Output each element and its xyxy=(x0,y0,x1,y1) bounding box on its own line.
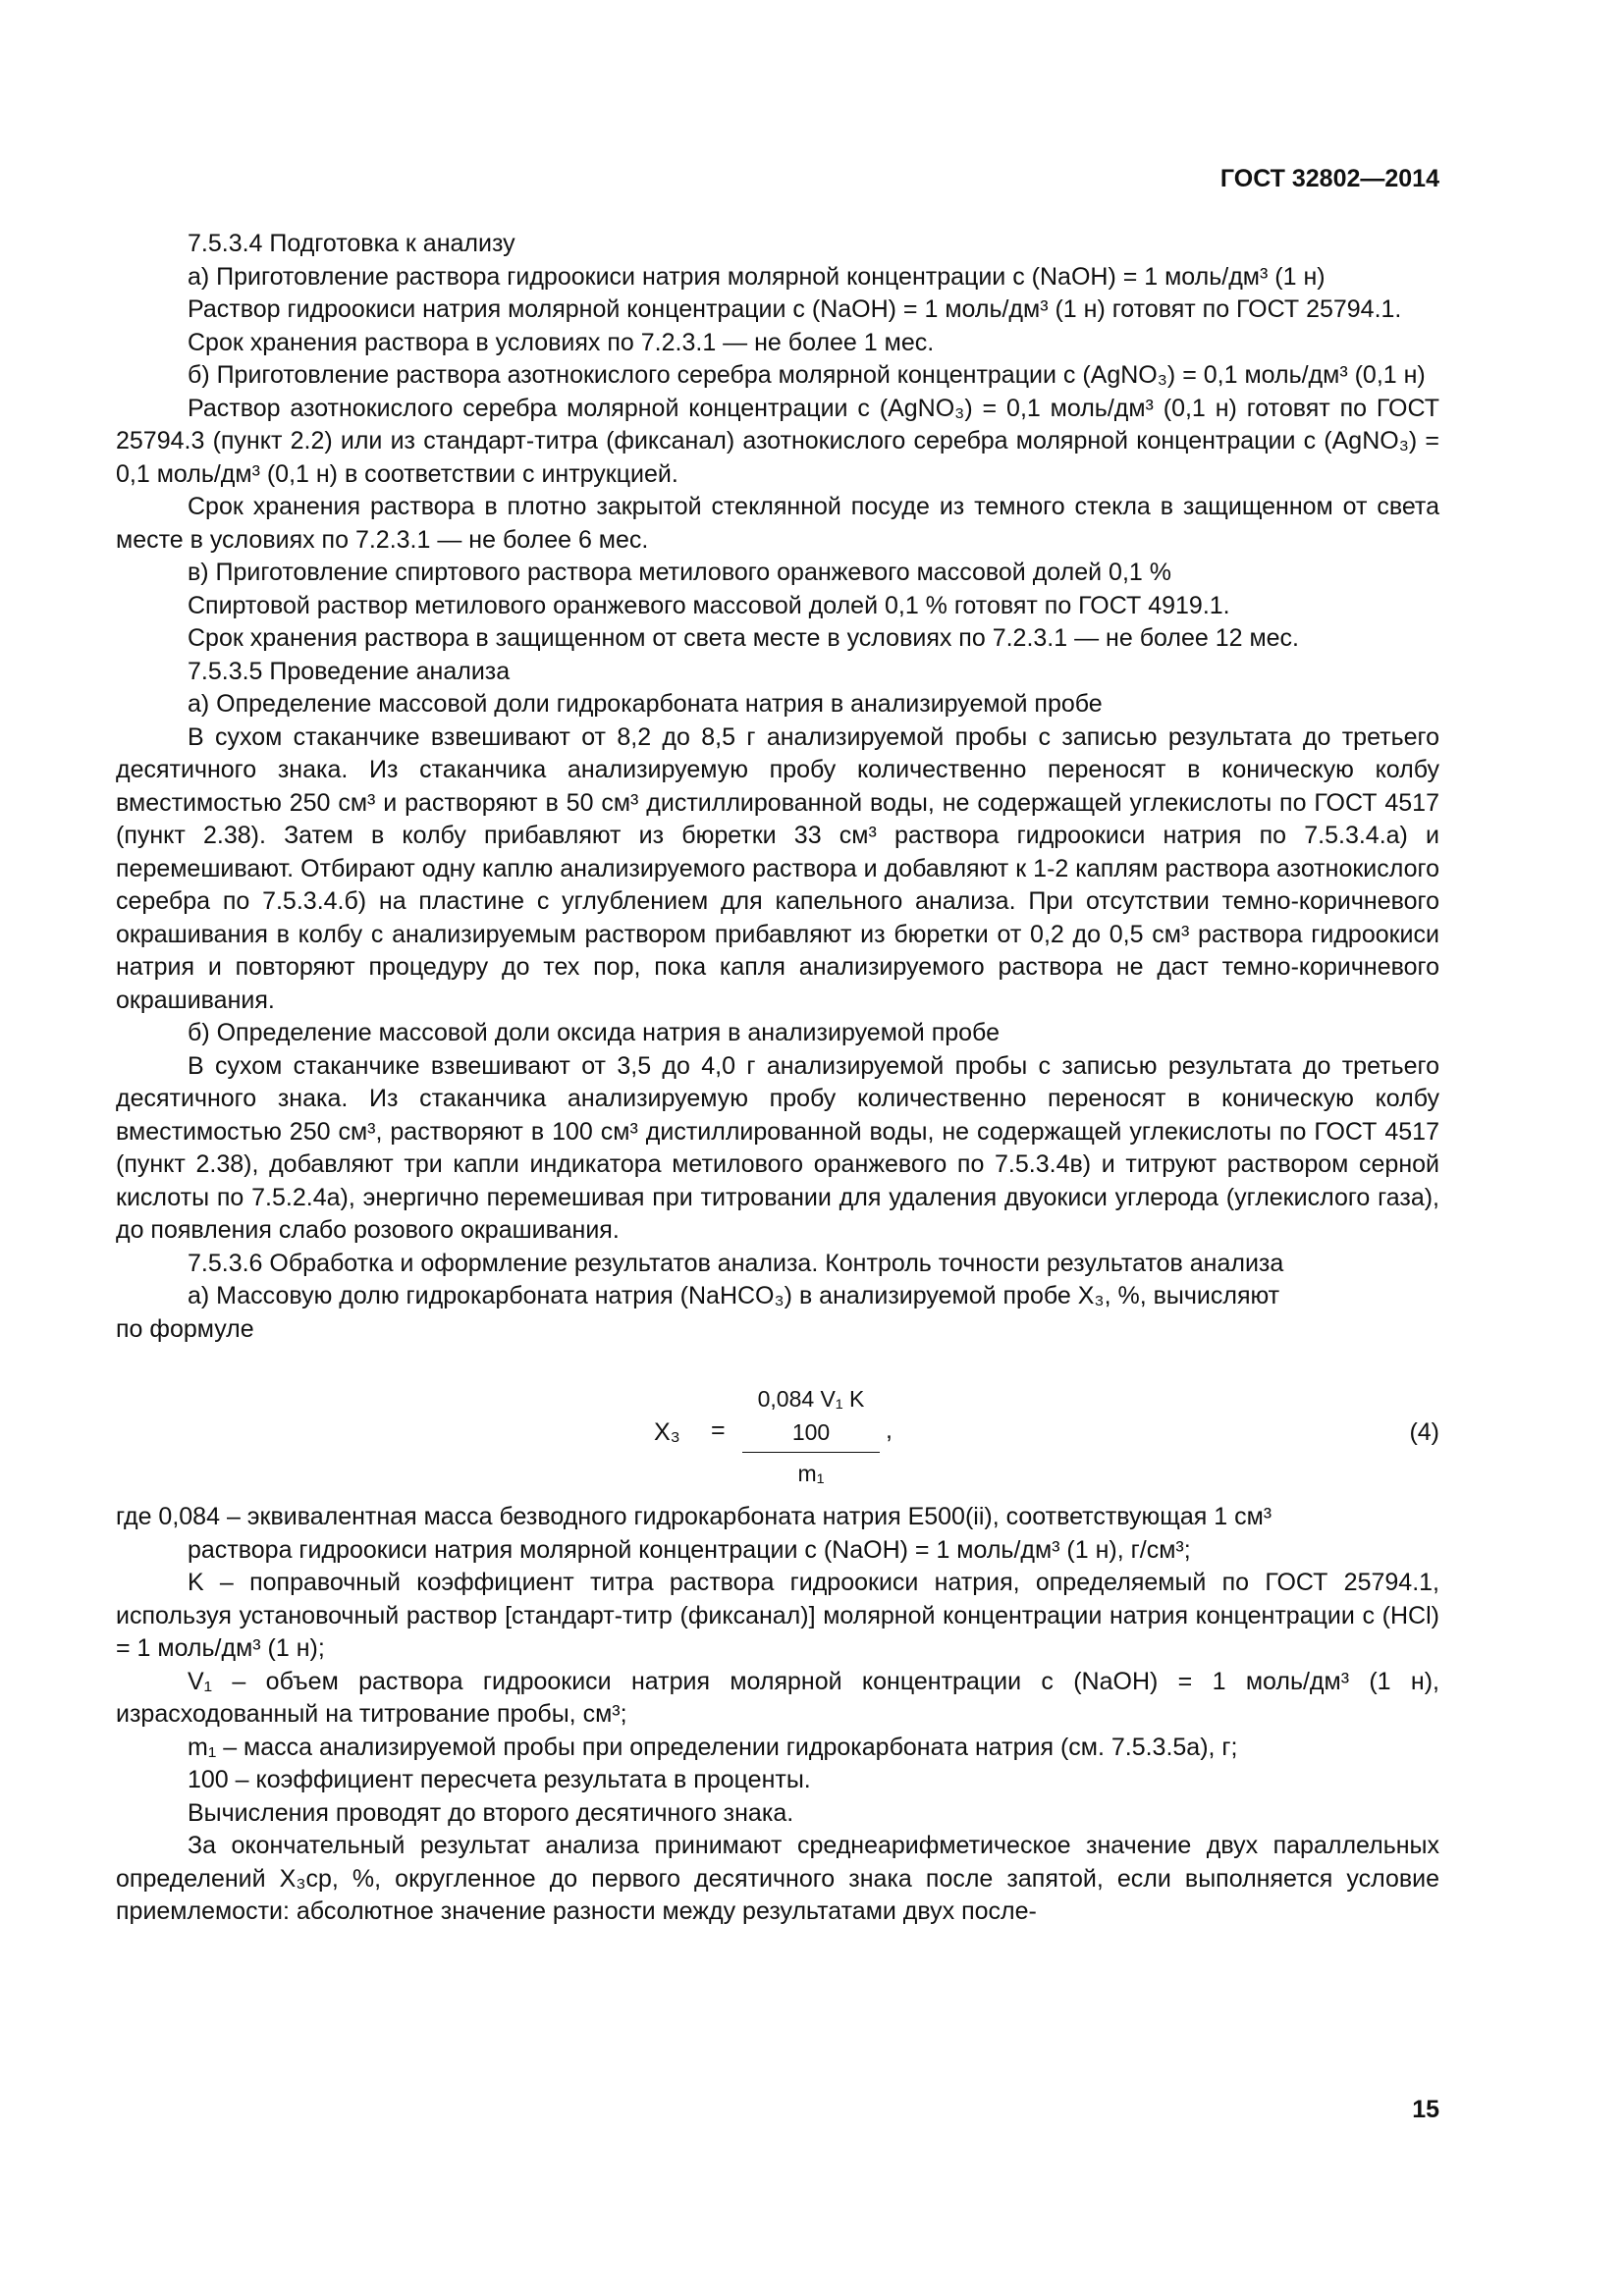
where-line: раствора гидроокиси натрия молярной концентрации с (NaOH) = 1 моль/дм³ (1 н), г/см³; xyxy=(188,1535,1191,1564)
definition: K – поправочный коэффициент титра раствора гидроокиси натрия, определяемый по ГОСТ 25794.1, используя установочный раствор [стандарт-титр (фиксанал)] молярной концентрации натрия концентрации с (HCl) = 1 моль/дм³ (1 н); xyxy=(116,1569,1439,1662)
paragraph: а) Определение массовой доли гидрокарбоната натрия в анализируемой пробе xyxy=(188,690,1103,718)
where-line: где 0,084 – эквивалентная масса безводного гидрокарбоната натрия Е500(ii), соответствующая 1 см³ xyxy=(116,1503,1272,1530)
formula-lhs: X₃ xyxy=(654,1418,680,1446)
paragraph: В сухом стаканчике взвешивают от 8,2 до 8,5 г анализируемой пробы с записью результата до третьего десятичного знака. Из стаканчика анализируемую пробу количественно переносят в коническую колбу вместимостью 250 см³ и растворяют в 50 см³ дистиллированной воды, не содержащей углекислоты по ГОСТ 4517 (пункт 2.38). Затем в колбу прибавляют из бюретки 33 см³ раствора гидроокиси натрия по 7.5.3.4.а) и перемешивают. Отбирают одну каплю анализируемого раствора и добавляют к 1-2 каплям раствора азотнокислого серебра по 7.5.3.4.б) на пластине с углублением для капельного анализа. При отсутствии темно-коричневого окрашивания в колбу с анализируемым раствором прибавляют из бюретки от 0,2 до 0,5 см³ раствора гидроокиси натрия и повторяют процедуру до тех пор, пока капля анализируемого раствора не даст темно-коричневого окрашивания. xyxy=(116,722,1439,1014)
paragraph: Срок хранения раствора в защищенном от света месте в условиях по 7.2.3.1 — не более 12 мес. xyxy=(188,624,1299,652)
paragraph: в) Приготовление спиртового раствора метилового оранжевого массовой долей 0,1 % xyxy=(188,559,1171,586)
document-header: ГОСТ 32802—2014 xyxy=(1219,165,1439,192)
formula-equals: = xyxy=(711,1416,726,1444)
paragraph: б) Определение массовой доли оксида натрия в анализируемой пробе xyxy=(188,1019,1000,1046)
formula-block xyxy=(116,1375,1439,1486)
definition: V₁ – объем раствора гидроокиси натрия молярной концентрации с (NaOH) = 1 моль/дм³ (1 н), израсходованный на титрование пробы, см³; xyxy=(116,1667,1439,1728)
section-heading: 7.5.3.6 Обработка и оформление результатов анализа. Контроль точности результатов анализа xyxy=(188,1249,1284,1277)
formula-numerator: 0,084 V₁ K 100 xyxy=(757,1386,865,1445)
paragraph: Раствор гидроокиси натрия молярной концентрации c (NaOH) = 1 моль/дм³ (1 н) готовят по ГОСТ 25794.1. xyxy=(188,295,1402,323)
paragraph: а) Массовую долю гидрокарбоната натрия (NaHCO₃) в анализируемой пробе X₃, %, вычисляют xyxy=(188,1282,1280,1309)
formula-comma: , xyxy=(886,1416,893,1444)
paragraph: В сухом стаканчике взвешивают от 3,5 до 4,0 г анализируемой пробы с записью результата до третьего десятичного знака. Из стаканчика анализируемую пробу количественно переносят в коническую колбу вместимостью 250 см³, растворяют в 100 см³ дистиллированной воды, не содержащей углекислоты по ГОСТ 4517 (пункт 2.38), добавляют три капли индикатора метилового оранжевого по 7.5.3.4в) и титруют раствором серной кислоты по 7.5.2.4а), энергично перемешивая при титровании для удаления двуокиси углерода (углекислого газа), до появления слабо розового окрашивания. xyxy=(116,1051,1439,1244)
paragraph: Срок хранения раствора в плотно закрытой стеклянной посуде из темного стекла в защищенном от света месте в условиях по 7.2.3.1 — не более 6 мес. xyxy=(116,493,1439,554)
paragraph: Раствор азотнокислого серебра молярной концентрации c (AgNO₃) = 0,1 моль/дм³ (0,1 н) готовят по ГОСТ 25794.3 (пункт 2.2) или из стандарт-титра (фиксанал) азотнокислого серебра молярной концентрации c (AgNO₃) = 0,1 моль/дм³ (0,1 н) в соответствии с интрукцией. xyxy=(116,394,1439,488)
paragraph: Спиртовой раствор метилового оранжевого массовой долей 0,1 % готовят по ГОСТ 4919.1. xyxy=(188,591,1230,619)
page-number: 15 xyxy=(1412,2096,1439,2123)
formula-fraction xyxy=(742,1383,880,1491)
paragraph: За окончательный результат анализа принимают среднеарифметическое значение двух параллельных определений X₃ср, %, округленное до первого десятичного знака после запятой, если выполняется условие приемлемости: абсолютное значение разности между результатами двух после- xyxy=(116,1832,1439,1925)
formula xyxy=(654,1375,1066,1486)
paragraph: Вычисления проводят до второго десятичного знака. xyxy=(188,1798,794,1827)
paragraph: б) Приготовление раствора азотнокислого серебра молярной концентрации c (AgNO₃) = 0,1 моль/дм³ (0,1 н) xyxy=(188,361,1426,389)
paragraph: а) Приготовление раствора гидроокиси натрия молярной концентрации c (NaOH) = 1 моль/дм³ (1 н) xyxy=(188,262,1326,291)
paragraph: Срок хранения раствора в условиях по 7.2.3.1 — не более 1 мес. xyxy=(188,328,935,356)
definition: 100 – коэффициент пересчета результата в проценты. xyxy=(188,1766,811,1793)
formula-number: (4) xyxy=(1409,1418,1439,1446)
section-heading: 7.5.3.4 Подготовка к анализу xyxy=(188,230,515,257)
section-heading: 7.5.3.5 Проведение анализа xyxy=(188,657,511,685)
definition: m₁ – масса анализируемой пробы при определении гидрокарбоната натрия (см. 7.5.3.5а), г; xyxy=(188,1733,1238,1761)
paragraph-tail: по формуле xyxy=(116,1314,254,1343)
document-body xyxy=(116,228,1439,1929)
formula-denominator: m₁ xyxy=(797,1461,825,1486)
